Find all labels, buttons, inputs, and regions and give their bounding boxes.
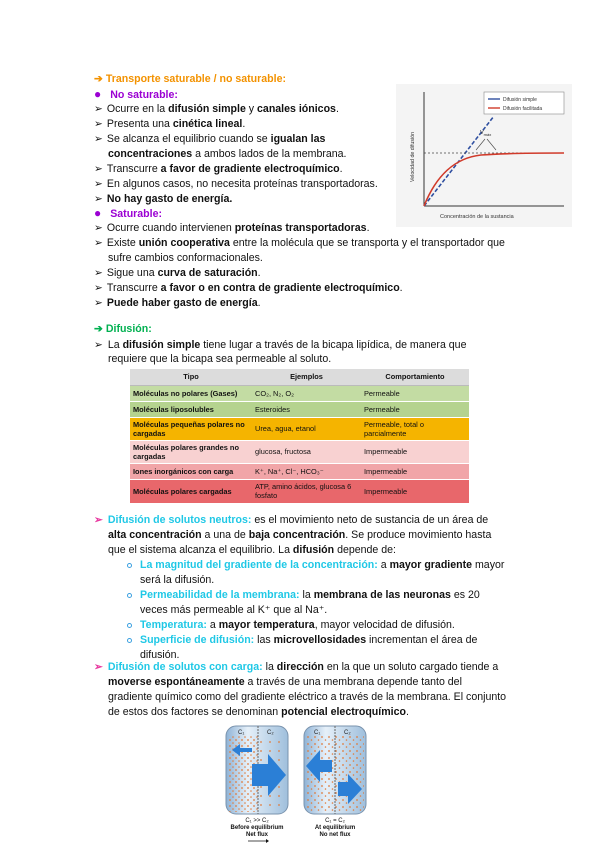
left-condition-label: C₁ >> C₂ [245, 818, 269, 824]
y-axis-label: Velocidad de difusión [410, 131, 416, 182]
factor-item-continuation: difusión. [140, 649, 180, 661]
arrowhead-bullet-icon: ➢ [94, 103, 103, 115]
table-cell-comportamiento: Impermeable [361, 463, 469, 479]
equilibrium-figure [222, 720, 372, 844]
legend-facilitated-label: Difusión facilitada [503, 106, 543, 112]
arrowhead-bullet-icon: ➢ [94, 178, 103, 190]
section-heading-diffusion: ➔ Difusión: [94, 323, 152, 335]
diffusion-intro-line1: ➢ La difusión simple tiene lugar a través de la bicapa lipídica, de manera que [94, 339, 467, 351]
arrowhead-bullet-icon: ➢ [94, 163, 103, 175]
charged-solutes-line2: moverse espontáneamente a través de una membrana depende tanto del [108, 676, 462, 688]
factor-item: La magnitud del gradiente de la concentración: a mayor gradiente mayor [140, 558, 504, 573]
right-c2-label: C₂ [344, 730, 351, 736]
charged-solutes-line3: gradiente químico como del gradiente eléctrico a través de la membrana. El conjunto [108, 691, 507, 703]
left-c1-label: C₁ [238, 730, 245, 736]
pink-arrowhead-bullet-icon: ➢ [94, 661, 103, 673]
list-item: ➢ En algunos casos, no necesita proteínas transportadoras. [94, 178, 378, 190]
table-row [130, 479, 469, 503]
list-item: ➢ Puede haber gasto de energía. [94, 297, 261, 309]
charged-solutes-line4: de estos dos factores se denominan potencial electroquímico. [108, 706, 409, 718]
neutral-solutes-line3: que el sistema alcanza el equilibrio. La difusión depende de: [108, 544, 396, 556]
table-header-ejemplos: Ejemplos [252, 369, 361, 385]
list-item: concentraciones a ambos lados de la membrana. [108, 148, 347, 160]
arrowhead-bullet-icon: ➢ [94, 193, 103, 205]
neutral-solutes-line1: ➢ Difusión de solutos neutros: es el movimiento neto de sustancia de un área de [94, 514, 489, 526]
arrowhead-bullet-icon: ➢ [94, 222, 103, 234]
net-flux-arrowhead-icon [266, 839, 269, 843]
at-equilibrium-caption: At equilibrium [314, 825, 356, 831]
arrowhead-bullet-icon: ➢ [94, 133, 103, 145]
table-cell-ejemplos: Urea, agua, etanol [252, 417, 361, 440]
table-header-tipo: Tipo [130, 369, 252, 385]
table-cell-ejemplos: K⁺, Na⁺, Cl⁻, HCO₃⁻ [252, 463, 361, 479]
table-cell-tipo: Moléculas no polares (Gases) [130, 385, 252, 401]
net-flux-caption: Net flux [245, 832, 269, 838]
factor-item-continuation: veces más permeable al K⁺ que al Na⁺. [140, 604, 328, 616]
table-cell-ejemplos: CO₂, N₂, O₂ [252, 385, 361, 401]
circle-bullet-icon [127, 563, 132, 568]
section-heading-transport: ➔ Transporte saturable / no saturable: [94, 73, 286, 85]
table-cell-comportamiento: Permeable, total o parcialmente [361, 417, 469, 440]
table-row [130, 463, 469, 479]
charged-solutes-line1: ➢ Difusión de solutos con carga: la dirección en la que un soluto cargado tiende a [94, 661, 499, 673]
table-cell-tipo: Moléculas polares cargadas [130, 479, 252, 503]
arrow-right-icon: ➔ [94, 73, 103, 85]
factor-item-continuation: será la difusión. [140, 574, 215, 586]
list-item: ➢ Sigue una curva de saturación. [94, 267, 261, 279]
diffusion-kinetics-graph [396, 84, 572, 227]
list-item: ➢ Ocurre cuando intervienen proteínas transportadoras. [94, 222, 370, 234]
arrowhead-bullet-icon: ➢ [94, 339, 103, 351]
table-cell-ejemplos: Esteroides [252, 401, 361, 417]
left-beaker [226, 726, 288, 814]
bullet-dot-icon: ● [94, 206, 102, 220]
x-axis-label: Concentración de la sustancia [440, 214, 514, 220]
factor-item: Permeabilidad de la membrana: la membrana de las neuronas es 20 [140, 588, 480, 603]
list-item: ➢ Se alcanza el equilibrio cuando se igualan las [94, 133, 326, 145]
circle-bullet-icon [127, 638, 132, 643]
before-equilibrium-caption: Before equilibrium [230, 825, 284, 831]
table-header-row [130, 369, 469, 385]
solute-permeability-table [130, 369, 469, 503]
table-row [130, 440, 469, 463]
neutral-solutes-line2: alta concentración a una de baja concentración. Se produce movimiento hasta [108, 529, 492, 541]
table-row [130, 401, 469, 417]
diffusion-intro-line2: requiere que la bicapa sea permeable al soluto. [108, 353, 332, 365]
factor-item: Temperatura: a mayor temperatura, mayor velocidad de difusión. [140, 618, 455, 633]
legend-simple-label: Difusión simple [503, 97, 537, 103]
arrowhead-bullet-icon: ➢ [94, 118, 103, 130]
arrowhead-bullet-icon: ➢ [94, 297, 103, 309]
no-saturable-label: ● No saturable: [94, 87, 178, 101]
list-item: ➢ Transcurre a favor de gradiente electroquímico. [94, 163, 343, 175]
table-cell-ejemplos: ATP, amino ácidos, glucosa 6 fosfato [252, 479, 361, 503]
right-beaker [304, 726, 366, 814]
table-cell-comportamiento: Permeable [361, 385, 469, 401]
list-item: ➢ No hay gasto de energía. [94, 193, 233, 205]
right-c1-label: C₁ [314, 730, 321, 736]
list-item: sufre cambios conformacionales. [108, 252, 263, 264]
table-cell-comportamiento: Permeable [361, 401, 469, 417]
table-cell-tipo: Iones inorgánicos con carga [130, 463, 252, 479]
vmax-label: $V_{máx}$ [480, 130, 492, 137]
no-net-flux-caption: No net flux [319, 832, 351, 838]
table-cell-tipo: Moléculas pequeñas polares no cargadas [130, 417, 252, 440]
right-condition-label: C₁ = C₂ [325, 818, 345, 824]
arrowhead-bullet-icon: ➢ [94, 267, 103, 279]
list-item: ➢ Transcurre a favor o en contra de gradiente electroquímico. [94, 282, 403, 294]
table-row [130, 385, 469, 401]
arrow-right-icon: ➔ [94, 323, 103, 335]
list-item: ➢ Existe unión cooperativa entre la molécula que se transporta y el transportador que [94, 237, 505, 249]
table-cell-comportamiento: Impermeable [361, 440, 469, 463]
circle-bullet-icon [127, 593, 132, 598]
table-header-comportamiento: Comportamiento [361, 369, 469, 385]
arrowhead-bullet-icon: ➢ [94, 237, 103, 249]
bullet-dot-icon: ● [94, 87, 102, 101]
table-row [130, 417, 469, 440]
arrowhead-bullet-icon: ➢ [94, 282, 103, 294]
left-c2-label: C₂ [267, 730, 274, 736]
table-cell-ejemplos: glucosa, fructosa [252, 440, 361, 463]
saturable-label: ● Saturable: [94, 206, 163, 220]
pink-arrowhead-bullet-icon: ➢ [94, 514, 103, 526]
table-cell-comportamiento: Impermeable [361, 479, 469, 503]
factor-item: Superficie de difusión: las microvellosidades incrementan el área de [140, 633, 477, 648]
list-item: ➢ Ocurre en la difusión simple y canales iónicos. [94, 103, 339, 115]
table-cell-tipo: Moléculas liposolubles [130, 401, 252, 417]
circle-bullet-icon [127, 623, 132, 628]
list-item: ➢ Presenta una cinética lineal. [94, 118, 246, 130]
table-cell-tipo: Moléculas polares grandes no cargadas [130, 440, 252, 463]
